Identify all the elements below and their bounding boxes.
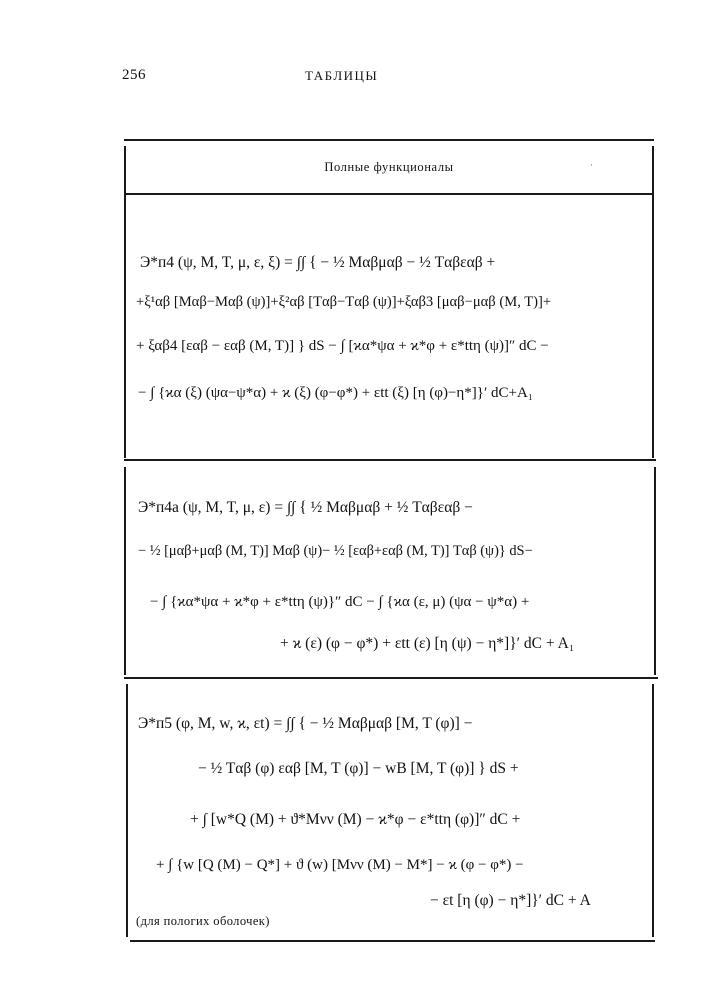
formula-p4-line-3: + ξαβ4 [εαβ − εαβ (M, T)] } dS − ∫ [ϰα*ψα + ϰ*φ + ε*ttη (ψ)]″ dC −: [136, 338, 549, 354]
formula-p5-line-5: − εt [η (φ) − η*]}′ dC + A: [430, 892, 591, 909]
formula-p4-line-1: Э*п4 (ψ, M, T, μ, ε, ξ) = ∫∫ { − ½ Mαβμαβ − ½ Tαβεαβ +: [140, 254, 496, 271]
page-number: 256: [122, 67, 146, 83]
table-header: Полные функционалы: [324, 160, 454, 174]
formula-p4-line-4: − ∫ {ϰα (ξ) (ψα−ψ*α) + ϰ (ξ) (φ−φ*) + εtt (ξ) [η (φ)−η*]}′ dC+A₁: [138, 385, 534, 401]
footnote: (для пологих оболочек): [136, 914, 270, 928]
formula-p5-line-2: − ½ Tαβ (φ) εαβ [M, T (φ)] − wB [M, T (φ)] } dS +: [198, 760, 519, 777]
formula-p4a-line-3: − ∫ {ϰα*ψα + ϰ*φ + ε*ttη (ψ)}″ dC − ∫ {ϰα (ε, μ) (ψα − ψ*α) +: [150, 594, 530, 610]
formula-p5-line-3: + ∫ [w*Q (M) + ϑ*Mνν (M) − ϰ*φ − ε*ttη (φ)]″ dC +: [190, 811, 521, 828]
formula-p5-line-1: Э*п5 (φ, M, w, ϰ, εt) = ∫∫ { − ½ Mαβμαβ [M, T (φ)] −: [138, 715, 473, 732]
print-mark: ·: [590, 160, 593, 170]
formula-p4a-line-4: + ϰ (ε) (φ − φ*) + εtt (ε) [η (ψ) − η*]}′ dC + A₁: [280, 635, 575, 652]
formula-p5-line-4: + ∫ {w [Q (M) − Q*] + ϑ (w) [Mνν (M) − M*] − ϰ (φ − φ*) −: [156, 857, 524, 873]
running-head: ТАБЛИЦЫ: [305, 68, 379, 83]
formula-p4a-line-1: Э*п4a (ψ, M, T, μ, ε) = ∫∫ { ½ Mαβμαβ + ½ Tαβεαβ −: [138, 499, 473, 516]
formula-p4a-line-2: − ½ [μαβ+μαβ (M, T)] Mαβ (ψ)− ½ [εαβ+εαβ (M, T)] Tαβ (ψ)} dS−: [138, 543, 533, 559]
formula-p4-line-2: +ξ¹αβ [Mαβ−Mαβ (ψ)]+ξ²αβ [Tαβ−Tαβ (ψ)]+ξαβ3 [μαβ−μαβ (M, T)]+: [136, 294, 552, 310]
